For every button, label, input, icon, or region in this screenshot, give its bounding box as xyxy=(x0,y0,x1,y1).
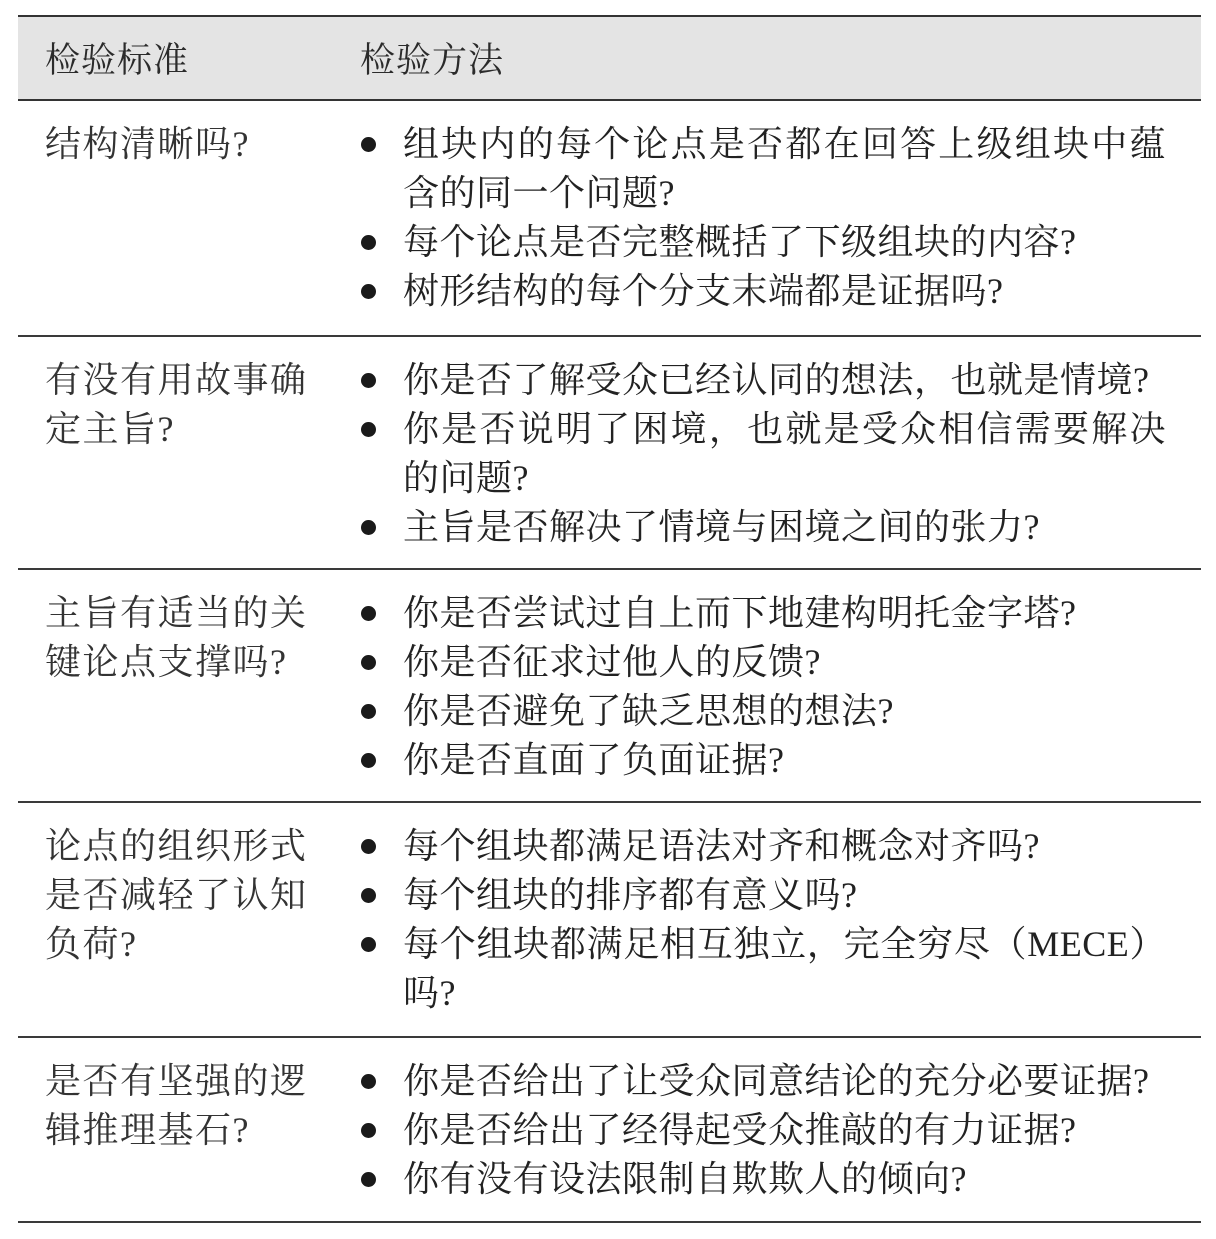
criterion-cell xyxy=(18,570,360,801)
method-text: 你是否说明了困境，也就是受众相信需要解决的问题? xyxy=(403,409,1166,498)
method-text: 每个组块的排序都有意义吗? xyxy=(403,875,858,915)
bullet-icon xyxy=(361,520,376,535)
bullet-icon xyxy=(361,839,376,854)
method-text: 你是否直面了负面证据? xyxy=(403,740,785,780)
method-item xyxy=(360,871,1166,920)
table-row xyxy=(18,101,1201,337)
bullet-icon xyxy=(361,1074,376,1089)
method-text: 每个论点是否完整概括了下级组块的内容? xyxy=(403,222,1077,262)
method-item xyxy=(360,120,1166,218)
header-criterion: 检验标准 xyxy=(45,41,190,80)
bullet-icon xyxy=(361,1172,376,1187)
method-list xyxy=(360,570,1166,801)
method-list xyxy=(360,803,1166,1036)
method-text: 你是否避免了缺乏思想的想法? xyxy=(403,691,894,731)
criterion-text: 结构清晰吗? xyxy=(45,124,250,164)
method-item xyxy=(360,1106,1166,1155)
method-item xyxy=(360,267,1166,316)
criterion-text: 有没有用故事确定主旨? xyxy=(45,360,308,449)
bullet-icon xyxy=(361,284,376,299)
table-row xyxy=(18,337,1201,570)
method-item xyxy=(360,736,1166,785)
method-text: 你是否给出了让受众同意结论的充分必要证据? xyxy=(403,1061,1150,1101)
table-row xyxy=(18,803,1201,1038)
bullet-icon xyxy=(361,655,376,670)
bullet-icon xyxy=(361,137,376,152)
method-item xyxy=(360,589,1166,638)
bullet-icon xyxy=(361,606,376,621)
method-text: 组块内的每个论点是否都在回答上级组块中蕴含的同一个问题? xyxy=(403,124,1166,213)
method-item xyxy=(360,638,1166,687)
criterion-text: 论点的组织形式是否减轻了认知负荷? xyxy=(45,826,308,964)
method-item xyxy=(360,920,1166,1018)
header-method: 检验方法 xyxy=(360,41,505,80)
method-text: 树形结构的每个分支末端都是证据吗? xyxy=(403,271,1004,311)
method-text: 你是否了解受众已经认同的想法，也就是情境? xyxy=(403,360,1150,400)
criterion-cell xyxy=(18,1038,360,1221)
method-item xyxy=(360,218,1166,267)
method-item xyxy=(360,822,1166,871)
bullet-icon xyxy=(361,422,376,437)
bullet-icon xyxy=(361,937,376,952)
bullet-icon xyxy=(361,373,376,388)
table-row xyxy=(18,570,1201,803)
method-item xyxy=(360,1155,1166,1204)
method-item xyxy=(360,687,1166,736)
method-text: 你有没有设法限制自欺欺人的倾向? xyxy=(403,1159,967,1199)
criterion-text: 主旨有适当的关键论点支撑吗? xyxy=(45,593,308,682)
method-text: 每个组块都满足语法对齐和概念对齐吗? xyxy=(403,826,1040,866)
bullet-icon xyxy=(361,1123,376,1138)
method-text: 你是否给出了经得起受众推敲的有力证据? xyxy=(403,1110,1077,1150)
method-item xyxy=(360,503,1166,552)
method-list xyxy=(360,337,1166,568)
table-header xyxy=(18,17,1201,101)
method-text: 主旨是否解决了情境与困境之间的张力? xyxy=(403,507,1040,547)
criterion-text: 是否有坚强的逻辑推理基石? xyxy=(45,1061,308,1150)
criteria-table xyxy=(18,15,1201,1223)
criterion-cell xyxy=(18,337,360,568)
method-item xyxy=(360,405,1166,503)
criterion-cell xyxy=(18,101,360,335)
method-item xyxy=(360,356,1166,405)
bullet-icon xyxy=(361,888,376,903)
method-text: 你是否征求过他人的反馈? xyxy=(403,642,821,682)
criterion-cell xyxy=(18,803,360,1036)
bullet-icon xyxy=(361,235,376,250)
method-list xyxy=(360,1038,1166,1221)
method-text: 每个组块都满足相互独立，完全穷尽（MECE）吗? xyxy=(403,924,1166,1013)
method-list xyxy=(360,101,1166,335)
table-row xyxy=(18,1038,1201,1223)
bullet-icon xyxy=(361,704,376,719)
bullet-icon xyxy=(361,753,376,768)
method-text: 你是否尝试过自上而下地建构明托金字塔? xyxy=(403,593,1077,633)
method-item xyxy=(360,1057,1166,1106)
